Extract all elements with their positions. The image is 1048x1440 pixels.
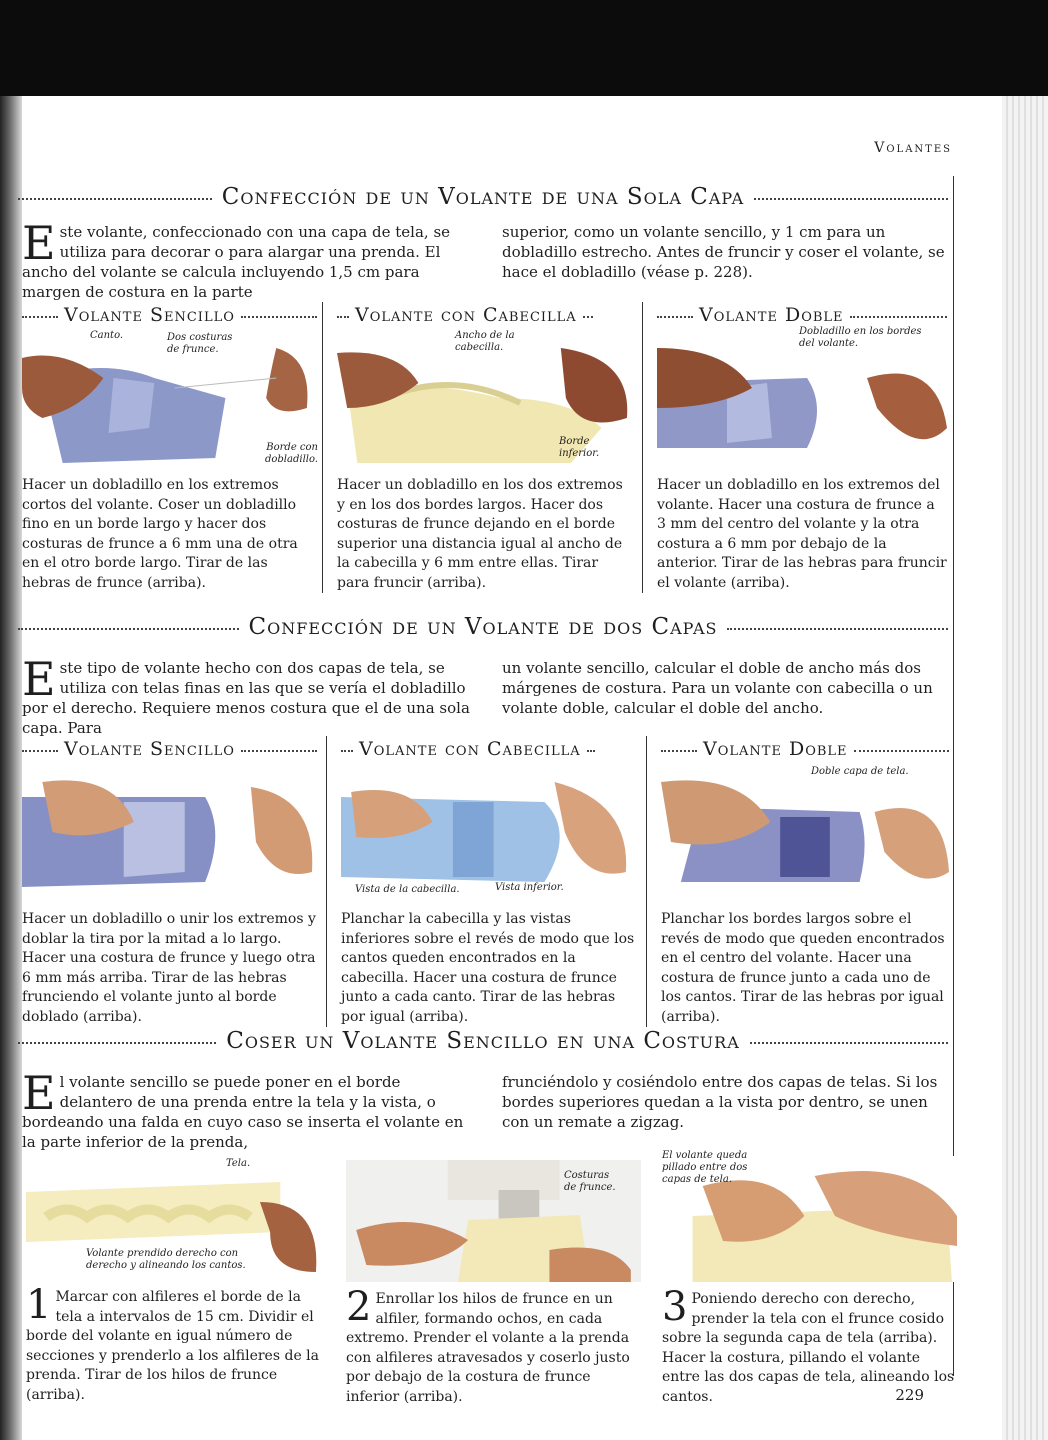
label-vista-cabecilla: Vista de la cabecilla. [355,884,460,895]
s1-col-volante-cabecilla [322,302,632,593]
label-borde-inferior: Borde inferior. [559,436,600,459]
caption: Hacer un dobladillo en los dos extremos y en los dos bordes largos. Hacer dos costuras de frunce dejando en el borde superior una distancia igual al ancho de la cabecilla y 6 mm entre ellas. Tirar para fruncir (arriba). [337,477,623,591]
label-dos-costuras: Dos costuras de frunce. [167,332,233,355]
label-volante-pillado: El volante queda pillado entre dos capas de tela. [662,1150,748,1185]
page-number: 229 [895,1386,924,1404]
section-2-title: Confección de un Volante de dos Capas [248,614,718,640]
step-1-text: 1 Marcar con alfileres el borde de la tela a intervalos de 15 cm. Dividir el borde del volante en igual número de secciones y prenderlo a los alfileres de la prenda. Tirar de los hilos de frunce (arriba). [26,1282,320,1403]
section-1-intro-right: superior, como un volante sencillo, y 1 cm para un dobladillo estrecho. Antes de fruncir y coser el volante, se hace el dobladillo (véase p. 228). [502,223,945,281]
running-head: Volantes [874,140,952,156]
step-number: 1 [26,1282,52,1328]
subhead: Volante Doble [661,736,949,762]
dropcap: E [22,652,56,706]
s2-col-volante-cabecilla [326,736,636,1027]
section-2-intro [22,652,952,738]
photo-headed-ruffle [337,330,632,468]
label-costuras-frunce: Costuras de frunce. [564,1170,616,1193]
caption: Hacer un dobladillo o unir los extremos y doblar la tira por la mitad a lo largo. Hacer una costura de frunce y luego otra 6 mm más arriba. Tirar de las hebras frunciendo el volante junto al borde doblado (arriba). [22,911,316,1025]
label-doble-capa: Doble capa de tela. [811,766,909,777]
photo-double-ruffle [657,326,947,468]
caption: Hacer un dobladillo en los extremos cortos del volante. Coser un dobladillo fino en un borde largo y hacer dos costuras de frunce a 6 mm una de otra en el otro borde largo. Tirar de las hebras de frunce (arriba). [22,477,298,591]
section-3-title-bar [18,1028,948,1054]
photo-two-layer-double [661,766,949,902]
subhead: Volante Sencillo [22,736,317,762]
dropcap: E [22,1066,56,1120]
label-tela: Tela. [226,1158,251,1169]
photo-sewing-machine [346,1160,641,1282]
step-1 [26,1152,321,1405]
caption: Planchar los bordes largos sobre el revés de modo que queden encontrados en el centro del volante. Hacer una costura de frunce junto a cada uno de los cantos. Tirar de las hebras por igual (arriba). [661,911,945,1025]
label-ancho-cabecilla: Ancho de la cabecilla. [455,330,515,353]
dropcap: E [22,216,56,270]
photo-gathered-ruffle [22,330,318,468]
book-page [0,96,1010,1440]
s2-col-volante-sencillo [22,736,317,1027]
photo-two-layer-ruffle [22,772,317,902]
section-2-intro-right: un volante sencillo, calcular el doble de ancho más dos márgenes de costura. Para un volante con cabecilla o un volante doble, calcular el doble del ancho. [502,659,933,717]
caption: Hacer un dobladillo en los extremos del volante. Hacer una costura de frunce a 3 mm del centro del volante y la otra costura a 6 mm por debajo de la anterior. Tirar de las hebras para fruncir el volante (arriba). [657,477,947,591]
photo-pinned-ruffle [26,1158,321,1280]
photo-two-layer-headed [341,772,636,902]
step-3-text: 3 Poniendo derecho con derecho, prender la tela con el frunce cosido sobre la segunda capa de tela (arriba). Hacer la costura, pillando el volante entre las dos capas de tela, alineando los cantos. [662,1284,955,1405]
s1-col-volante-doble [642,302,947,593]
section-2-title-bar [18,614,948,640]
step-number: 3 [662,1284,688,1330]
label-borde-dobladillo: Borde con dobladillo. [264,442,318,465]
step-2-text: 2 Enrollar los hilos de frunce en un alfiler, formando ochos, en cada extremo. Prender el volante a la prenda con alfileres atravesados y coserlo justo por debajo de la costura de frunce inferior (arriba). [346,1284,630,1405]
subhead: Volante Sencillo [22,302,317,328]
label-dobladillo-bordes: Dobladillo en los bordes del volante. [799,326,922,349]
s1-col-volante-sencillo [22,302,317,593]
photo-ruffle-between-layers [662,1150,957,1282]
section-1-intro [22,216,952,302]
section-3-intro [22,1066,952,1152]
section-1-title-bar [18,184,948,210]
label-canto: Canto. [90,330,124,341]
label-vista-inferior: Vista inferior. [495,882,564,893]
page-edges [1002,96,1048,1440]
section-3-intro-left: El volante sencillo se puede poner en el borde delantero de una prenda entre la tela y la vista, o bordeando una falda en cuyo caso se inserta el volante en la parte inferior de la prenda, [22,1066,464,1151]
step-3 [662,1146,957,1407]
caption: Planchar la cabecilla y las vistas inferiores sobre el revés de modo que los cantos queden encontrados en la cabecilla. Hacer una costura de frunce junto a cada canto. Tirar de las hebras por igual (arriba). [341,911,635,1025]
label-volante-prendido: Volante prendido derecho con derecho y alineando los cantos. [86,1248,246,1271]
binding-shadow [0,96,22,1440]
section-3-title: Coser un Volante Sencillo en una Costura [226,1028,740,1054]
section-1-title: Confección de un Volante de una Sola Capa [221,184,745,210]
s2-col-volante-doble [646,736,949,1027]
subhead: Volante con Cabecilla [337,302,632,328]
step-number: 2 [346,1284,372,1330]
section-3-intro-right: frunciéndolo y cosiéndolo entre dos capas de telas. Si los bordes superiores quedan a la vista por dentro, se unen con un remate a zigzag. [502,1073,938,1131]
section-2-intro-left: Este tipo de volante hecho con dos capas de tela, se utiliza con telas finas en las que se vería el dobladillo por el derecho. Requiere menos costura que el de una sola capa. Para [22,652,470,737]
subhead: Volante Doble [657,302,947,328]
step-2 [346,1150,641,1407]
section-1-intro-left: Este volante, confeccionado con una capa de tela, se utiliza para decorar o para alargar una prenda. El ancho del volante se calcula incluyendo 1,5 cm para margen de costura en la parte [22,216,451,301]
subhead: Volante con Cabecilla [341,736,636,762]
